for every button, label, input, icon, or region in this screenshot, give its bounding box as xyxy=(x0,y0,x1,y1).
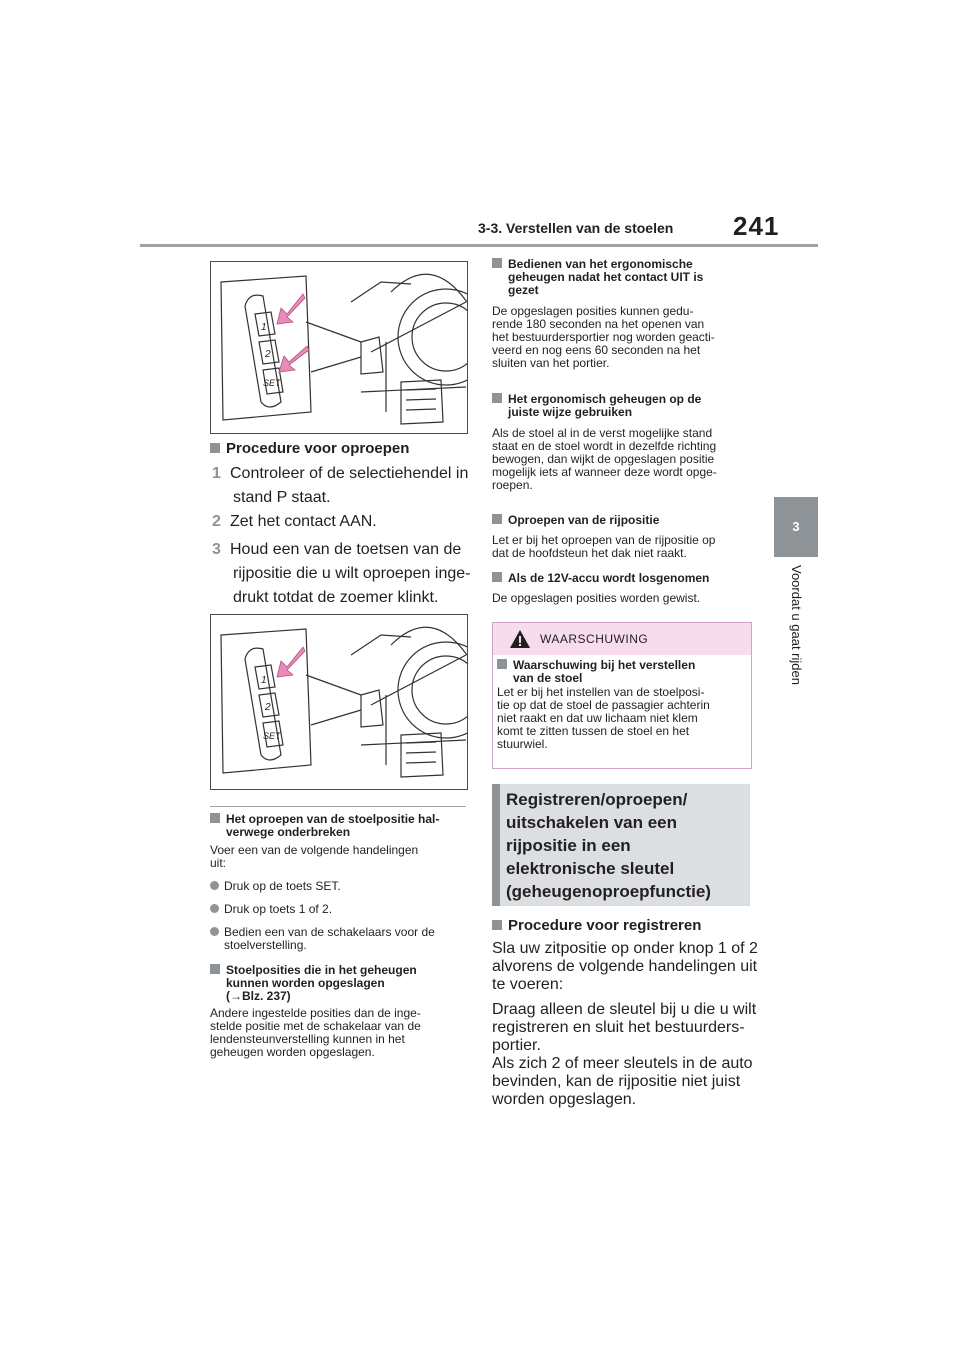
interrupt-heading: Het oproepen van de stoelpositie hal- verwege onderbreken xyxy=(210,813,470,839)
square-bullet-icon xyxy=(492,920,502,930)
arrow-icon xyxy=(277,294,305,324)
button-2-label: 2 xyxy=(265,702,271,713)
procedure-register-heading: Procedure voor registreren xyxy=(492,917,701,934)
warning-text: Let er bij het instellen van de stoelposi- tie op dat de stoel de passagier achterin niet raakt en dat uw lichaam niet klem komt te zitten tussen de stoel en het stuurwiel. xyxy=(497,685,710,751)
button-set-label: SET xyxy=(263,731,281,741)
register-paragraph-1: Sla uw zitpositie op onder knop 1 of 2 alvorens de volgende handelingen uit te voeren: xyxy=(492,940,758,993)
square-bullet-icon xyxy=(492,572,502,582)
bullet-item: Bedien een van de schakelaars voor de stoelverstelling. xyxy=(210,926,470,952)
section-heading: Registreren/oproepen/ uitschakelen van een rijpositie in een elektronische sleutel (geheugenoproepfunctie) xyxy=(506,790,711,901)
after-off-text: De opgeslagen posities kunnen gedu- rende 180 seconden na het openen van het bestuurdersportier nog worden geacti- veerd en nog eens 60 seconden na het sluiten van het portier. xyxy=(492,304,715,370)
bullet-item: Druk op toets 1 of 2. xyxy=(210,903,470,916)
step-3: 3 Houd een van de toetsen van de rijpositie die u wilt oproepen inge- drukt totdat de zoemer klinkt. xyxy=(212,541,471,606)
warning-box xyxy=(492,622,752,769)
figure-memory-buttons-set xyxy=(210,261,468,434)
chapter-label: Voordat u gaat rijden xyxy=(789,565,804,685)
page-number: 241 xyxy=(733,211,780,241)
square-bullet-icon xyxy=(492,393,502,403)
procedure-recall-heading: Procedure voor oproepen xyxy=(210,440,409,457)
recall-heading: Oproepen van de rijpositie xyxy=(492,514,752,527)
section-heading-bar xyxy=(492,784,500,906)
square-bullet-icon xyxy=(492,258,502,268)
bullet-item: Druk op de toets SET. xyxy=(210,880,470,893)
button-set-label: SET xyxy=(263,378,281,388)
square-bullet-icon xyxy=(210,443,220,453)
correct-use-text: Als de stoel al in de verst mogelijke stand staat en de stoel wordt in dezelfde richting bewogen, dan wijkt de opgeslagen positie mogelijk iets af wanneer deze wordt opge- roepen. xyxy=(492,426,717,492)
square-bullet-icon xyxy=(210,813,220,823)
dot-bullet-icon xyxy=(210,927,219,936)
step-1: 1 Controleer of de selectiehendel in stand P staat. xyxy=(212,465,469,506)
dot-bullet-icon xyxy=(210,881,219,890)
warning-triangle-icon xyxy=(509,629,531,649)
memory-switch-illustration xyxy=(211,262,467,433)
stored-positions-text: Andere ingestelde posities dan de inge- stelde positie met de schakelaar van de lendensteunverstelling kunnen in het geheugen worden opgeslagen. xyxy=(210,1006,421,1059)
warning-heading: Waarschuwing bij het verstellen van de stoel xyxy=(497,659,747,685)
square-bullet-icon xyxy=(497,659,507,669)
interrupt-text: Voer een van de volgende handelingen uit: xyxy=(210,843,419,870)
arrow-icon xyxy=(279,346,309,372)
register-paragraph-2: Draag alleen de sleutel bij u die u wilt registreren en sluit het bestuurders- portier. Als zich 2 of meer sleutels in de auto bevinden, kan de rijpositie niet juist worden opgeslagen. xyxy=(492,1001,757,1108)
header-rule xyxy=(140,244,818,247)
divider xyxy=(210,806,466,807)
recall-text: Let er bij het oproepen van de rijpositie op dat de hoofdsteun het dak niet raakt. xyxy=(492,533,716,560)
warning-header xyxy=(493,623,751,655)
chapter-tab: 3 xyxy=(774,497,818,557)
step-2: 2 Zet het contact AAN. xyxy=(212,513,377,530)
battery-text: De opgeslagen posities worden gewist. xyxy=(492,591,701,605)
battery-heading: Als de 12V-accu wordt losgenomen xyxy=(492,572,752,585)
section-title: 3-3. Verstellen van de stoelen xyxy=(478,220,674,236)
memory-switch-illustration xyxy=(211,615,467,789)
arrow-icon xyxy=(277,647,305,677)
section-heading-box xyxy=(492,784,750,906)
button-2-label: 2 xyxy=(265,349,271,360)
button-1-label: 1 xyxy=(261,675,267,686)
warning-label: WAARSCHUWING xyxy=(540,632,649,646)
stored-positions-heading: Stoelposities die in het geheugen kunnen worden opgeslagen (→Blz. 237) xyxy=(210,964,470,1003)
figure-memory-buttons-recall xyxy=(210,614,468,790)
dot-bullet-icon xyxy=(210,904,219,913)
correct-use-heading: Het ergonomisch geheugen op de juiste wijze gebruiken xyxy=(492,393,752,419)
button-1-label: 1 xyxy=(261,322,267,333)
square-bullet-icon xyxy=(210,964,220,974)
after-off-heading: Bedienen van het ergonomische geheugen nadat het contact UIT is gezet xyxy=(492,258,752,297)
square-bullet-icon xyxy=(492,514,502,524)
